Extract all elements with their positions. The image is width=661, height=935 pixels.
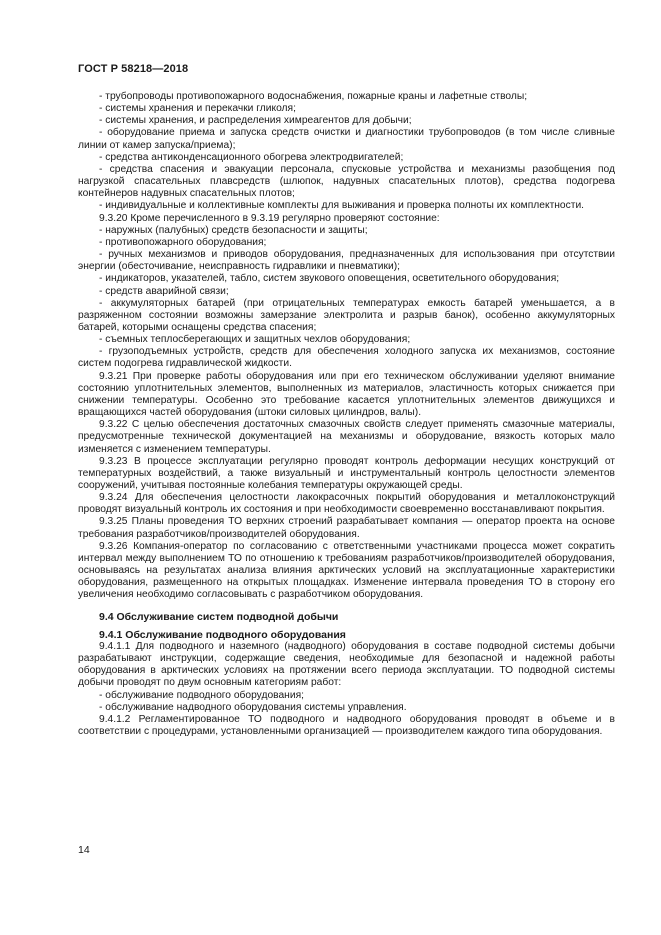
standard-header: ГОСТ Р 58218—2018 — [78, 63, 189, 75]
paragraph: - ручных механизмов и приводов оборудования, предназначенных для использования при отсутствии энергии (обесточивание, неисправность гидравлики и пневматики); — [78, 249, 615, 273]
paragraph: 9.3.22 С целью обеспечения достаточных смазочных свойств следует применять смазочные материалы, предусмотренные технической документацией на механизмы и оборудование, вязкость которых мало изменяется с изменением температуры. — [78, 419, 615, 455]
paragraph: - съемных теплосберегающих и защитных чехлов оборудования; — [99, 334, 411, 346]
page-number: 14 — [78, 844, 90, 856]
paragraph: - грузоподъемных устройств, средств для обеспечения холодного запуска их механизмов, состояние систем подогрева гидравлической жидкости. — [78, 346, 615, 370]
paragraph: - индивидуальные и коллективные комплекты для выживания и проверка полноты их комплектности. — [99, 200, 585, 212]
paragraph: - обслуживание надводного оборудования системы управления. — [99, 701, 407, 713]
paragraph: - средства спасения и эвакуации персонала, спусковые устройства и механизмы разобщения под нагрузкой спасательных плавсредств (шлюпок, надувных спасательных плотов), средства подогрева контейнеров надувных спасательных плотов; — [78, 163, 615, 200]
paragraph: - системы хранения, и распределения химреагентов для добычи; — [99, 115, 412, 127]
paragraph: - трубопроводы противопожарного водоснабжения, пожарные краны и лафетные стволы; — [99, 91, 528, 102]
paragraph: - аккумуляторных батарей (при отрицательных температурах емкость батарей уменьшается, а в разряженном состоянии возможны замерзание электролита и разрыв банок), особенно аккумуляторных батарей, которыми оснащены средства спасения; — [78, 297, 615, 333]
paragraph: - противопожарного оборудования; — [99, 236, 267, 248]
document-body — [78, 91, 615, 738]
paragraph: - средств аварийной связи; — [99, 285, 229, 297]
paragraph: 9.3.21 При проверке работы оборудования или при его техническом обслуживании уделяют внимание состоянию уплотнительных элементов, выполненных из материалов, эластичность которых снижается при снижении температуры. Особенно это требование касается уплотнительных элементов движущихся и вращающихся частей оборудования (штоки силовых цилиндров, валы). — [78, 370, 615, 419]
paragraph: 9.3.25 Планы проведения ТО верхних строений разрабатывает компания — оператор проекта на основе требования разработчиков/производителей оборудования. — [78, 516, 615, 540]
subsection-heading: 9.4.1 Обслуживание подводного оборудования — [99, 628, 346, 641]
paragraph: 9.4.1.2 Регламентированное ТО подводного и надводного оборудования проводят в объеме и в соответствии с процедурами, установленными организацией — производителем каждого типа оборудования. — [78, 713, 615, 737]
paragraph: - системы хранения и перекачки гликоля; — [99, 103, 296, 115]
paragraph: - оборудование приема и запуска средств очистки и диагностики трубопроводов (в том числе сливные линии от камер запуска/приема); — [78, 127, 615, 151]
paragraph: 9.3.24 Для обеспечения целостности лакокрасочных покрытий оборудования и металлоконструкций проводят визуальный контроль их состояния и при необходимости своевременно восстанавливают покрытия. — [78, 492, 615, 516]
paragraph: - наружных (палубных) средств безопасности и защиты; — [99, 224, 368, 236]
paragraph: - средства антиконденсационного обогрева электродвигателей; — [99, 151, 404, 163]
paragraph: 9.4.1.1 Для подводного и наземного (надводного) оборудования в составе подводной системы добычи разрабатывают инструкции, содержащие сведения, необходимые для безопасной и надежной работы оборудования в арктических условиях на протяжении всего периода эксплуатации. ТО подводной системы добычи проводят по двум основным категориям работ: — [78, 640, 615, 689]
paragraph: 9.3.23 В процессе эксплуатации регулярно проводят контроль деформации несущих конструкций от температурных воздействий, а также визуальный и инструментальный контроль целостности элементов сооружений, учитывая постоянные колебания температуры окружающей среды. — [78, 455, 615, 491]
paragraph: 9.3.20 Кроме перечисленного в 9.3.19 регулярно проверяют состояние: — [99, 212, 440, 224]
paragraph: 9.3.26 Компания-оператор по согласованию с ответственными участниками процесса может сократить интервал между выполнением ТО по отношению к требованиям разработчиков/производителей оборудования, основываясь на результатах анализа влияния арктических условий на эксплуатационные характеристики оборудования, размещенного на открытых площадках. Изменение интервала проведения ТО в сторону его увеличения необходимо согласовывать с разработчиком оборудования. — [78, 540, 615, 601]
paragraph: - обслуживание подводного оборудования; — [99, 689, 304, 701]
paragraph: - индикаторов, указателей, табло, систем звукового оповещения, осветительного оборудования; — [99, 273, 560, 285]
section-heading: 9.4 Обслуживание систем подводной добычи — [99, 610, 339, 623]
